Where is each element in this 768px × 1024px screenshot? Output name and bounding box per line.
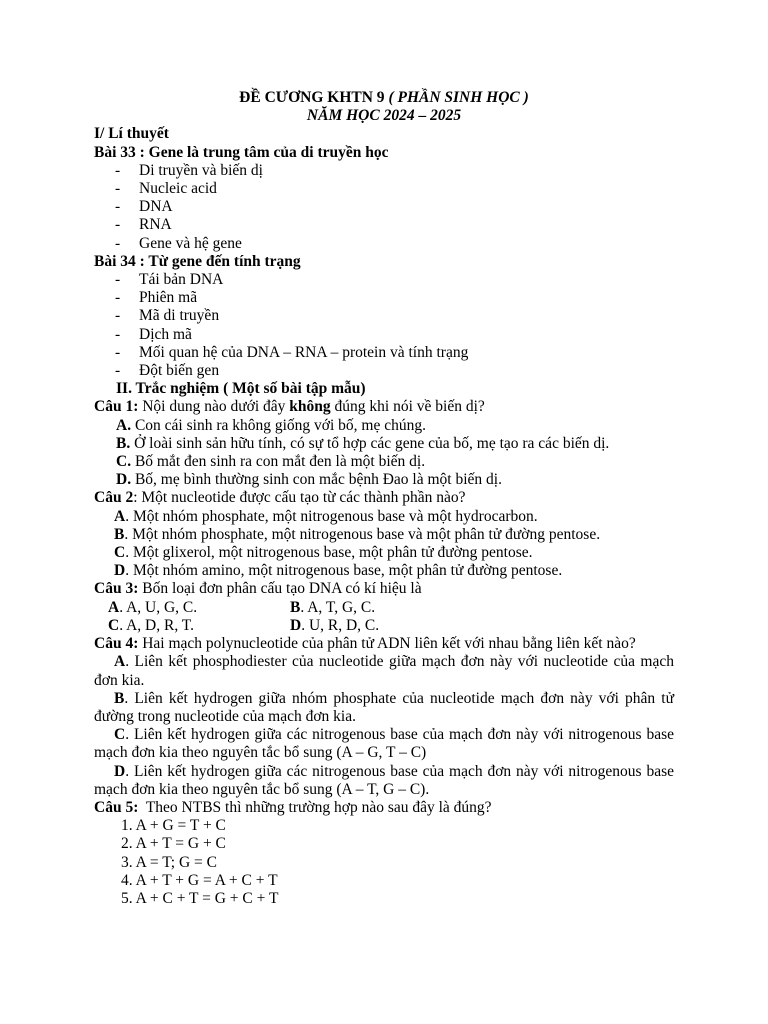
option-text: . A, U, G, C. — [119, 598, 198, 616]
answer-row — [94, 599, 674, 617]
option-text: Ở loài sinh sản hữu tính, có sự tổ hợp các gene của bố, mẹ tạo ra các biến dị. — [130, 434, 610, 452]
dash-marker: - — [115, 216, 121, 234]
option-letter: C — [114, 726, 126, 744]
question-3 — [94, 580, 674, 598]
question-2 — [94, 489, 674, 507]
answer-option — [94, 435, 674, 453]
answer-option — [94, 417, 674, 435]
option-text: . Một nhóm phosphate, một nitrogenous base và một phân tử đường pentose. — [124, 525, 601, 543]
list-item-text: Gene và hệ gene — [139, 234, 242, 252]
option-letter: A — [108, 598, 120, 616]
list-item — [94, 271, 674, 289]
list-item — [94, 235, 674, 253]
list-item-text: Tái bản DNA — [139, 271, 224, 289]
question-1 — [94, 398, 674, 416]
question-text: : Một nucleotide được cấu tạo từ các thành phần nào? — [133, 489, 466, 507]
dash-marker: - — [115, 362, 121, 380]
title-text: ĐỀ CƯƠNG KHTN 9 — [239, 89, 389, 106]
answer-option — [290, 617, 379, 635]
option-letter: D. — [116, 471, 132, 489]
numbered-item: 2. A + T = G + C — [121, 835, 226, 853]
question-text: Nội dung nào dưới đây — [138, 398, 290, 416]
answer-row — [94, 617, 674, 635]
list-item — [94, 162, 674, 180]
list-item-text: Nucleic acid — [139, 180, 217, 198]
dash-marker: - — [115, 271, 121, 289]
dash-marker: - — [115, 325, 121, 343]
dash-marker: - — [115, 180, 121, 198]
option-letter: C. — [116, 453, 132, 471]
question-text: Theo NTBS thì những trường hợp nào sau đây là đúng? — [138, 798, 492, 816]
answer-option — [94, 508, 674, 526]
list-item — [94, 180, 674, 198]
dash-marker: - — [115, 307, 121, 325]
question-text: Hai mạch polynucleotide của phân tử ADN liên kết với nhau bằng liên kết nào? — [138, 635, 636, 653]
option-letter: C — [108, 616, 120, 634]
answer-option — [94, 453, 674, 471]
option-letter: D — [290, 616, 302, 634]
answer-option — [94, 526, 674, 544]
option-letter: A — [114, 507, 126, 525]
list-item — [94, 326, 674, 344]
option-letter: B. — [116, 434, 131, 452]
option-text: Bố mắt đen sinh ra con mắt đen là một biến dị. — [131, 453, 426, 471]
option-letter: D — [114, 762, 126, 780]
list-item — [94, 307, 674, 325]
option-text: Bố, mẹ bình thường sinh con mắc bệnh Đao là một biến dị. — [131, 471, 502, 489]
question-text: đúng khi nói về biến dị? — [330, 398, 485, 416]
list-item — [94, 216, 674, 234]
question-label: Câu 2 — [94, 489, 134, 507]
theory-heading: I/ Lí thuyết — [94, 125, 169, 143]
dash-marker: - — [115, 161, 121, 179]
numbered-item: 1. A + G = T + C — [121, 817, 226, 835]
dash-marker: - — [115, 289, 121, 307]
option-text: . Một nhóm amino, một nitrogenous base, một phân tử đường pentose. — [125, 562, 563, 580]
question-label: Câu 3: — [94, 580, 139, 598]
answer-option — [94, 544, 674, 562]
answer-option — [94, 763, 674, 799]
list-item-text: Mối quan hệ của DNA – RNA – protein và tính trạng — [139, 343, 469, 361]
option-letter: A — [114, 653, 126, 671]
lesson-33-list — [94, 162, 674, 253]
option-text: . U, R, D, C. — [301, 616, 380, 634]
option-letter: B — [114, 689, 125, 707]
answer-option — [94, 653, 674, 689]
dash-marker: - — [115, 234, 121, 252]
option-letter: B — [290, 598, 301, 616]
answer-option — [94, 690, 674, 726]
list-item — [94, 198, 674, 216]
list-item-text: Mã di truyền — [139, 307, 220, 325]
option-letter: C — [114, 544, 126, 562]
option-letter: A. — [116, 416, 132, 434]
answer-option — [94, 471, 674, 489]
list-item-text: Phiên mã — [139, 289, 198, 307]
list-item-text: Đột biến gen — [139, 362, 220, 380]
option-text: . A, T, G, C. — [300, 598, 376, 616]
school-year: NĂM HỌC 2024 – 2025 — [306, 107, 462, 125]
dash-marker: - — [115, 198, 121, 216]
question-5 — [94, 799, 674, 817]
answer-option — [108, 617, 290, 635]
answer-option — [290, 599, 375, 617]
dash-marker: - — [115, 343, 121, 361]
lesson-34-list — [94, 271, 674, 380]
list-item-text: RNA — [139, 216, 172, 234]
numbered-item: 4. A + T + G = A + C + T — [121, 871, 278, 889]
answer-option — [108, 599, 290, 617]
list-item — [94, 362, 674, 380]
numbered-item: 3. A = T; G = C — [121, 853, 218, 871]
option-text: . A, D, R, T. — [119, 616, 194, 634]
list-item — [94, 344, 674, 362]
option-text: . Liên kết hydrogen giữa nhóm phosphate của nucleotide mạch đơn này với phân tử đường trong nucleotide của mạch đơn kia. — [94, 689, 674, 725]
option-letter: D — [114, 562, 126, 580]
answer-option — [94, 726, 674, 762]
question-emphasis: không — [289, 398, 331, 416]
option-text: . Một glixerol, một nitrogenous base, một phân tử đường pentose. — [125, 544, 533, 562]
option-text: . Liên kết phosphodiester của nucleotide giữa mạch đơn này với nucleotide của mạch đơn kia. — [94, 653, 674, 689]
list-item-text: Dịch mã — [139, 325, 192, 343]
document-content — [94, 89, 674, 908]
list-item-text: Di truyền và biến dị — [139, 161, 263, 179]
question-label: Câu 4: — [94, 635, 139, 653]
document-title — [94, 89, 674, 107]
numbered-item: 5. A + C + T = G + C + T — [121, 889, 279, 907]
option-text: Con cái sinh ra không giống với bố, mẹ chúng. — [131, 416, 426, 434]
option-letter: B — [114, 525, 125, 543]
lesson-33-title: Bài 33 : Gene là trung tâm của di truyền học — [94, 143, 389, 161]
list-item-text: DNA — [139, 198, 173, 216]
option-text: . Liên kết hydrogen giữa các nitrogenous base của mạch đơn này với nitrogenous base mạch đơn kia theo nguyên tắc bổ sung (A – G, T – C) — [94, 726, 674, 762]
title-subject: ( PHẦN SINH HỌC ) — [388, 89, 529, 106]
question-4 — [94, 635, 674, 653]
question-label: Câu 1: — [94, 398, 139, 416]
answer-option — [94, 562, 674, 580]
question-text: Bốn loại đơn phân cấu tạo DNA có kí hiệu là — [138, 580, 422, 598]
practice-heading: II. Trắc nghiệm ( Một số bài tập mẫu) — [116, 380, 366, 398]
lesson-34-title: Bài 34 : Từ gene đến tính trạng — [94, 252, 301, 270]
option-text: . Một nhóm phosphate, một nitrogenous base và một hydrocarbon. — [125, 507, 538, 525]
list-item — [94, 289, 674, 307]
option-text: . Liên kết hydrogen giữa các nitrogenous base của mạch đơn này với nitrogenous base mạch đơn kia theo nguyên tắc bổ sung (A – T, G – C). — [94, 762, 674, 798]
question-label: Câu 5: — [94, 798, 139, 816]
